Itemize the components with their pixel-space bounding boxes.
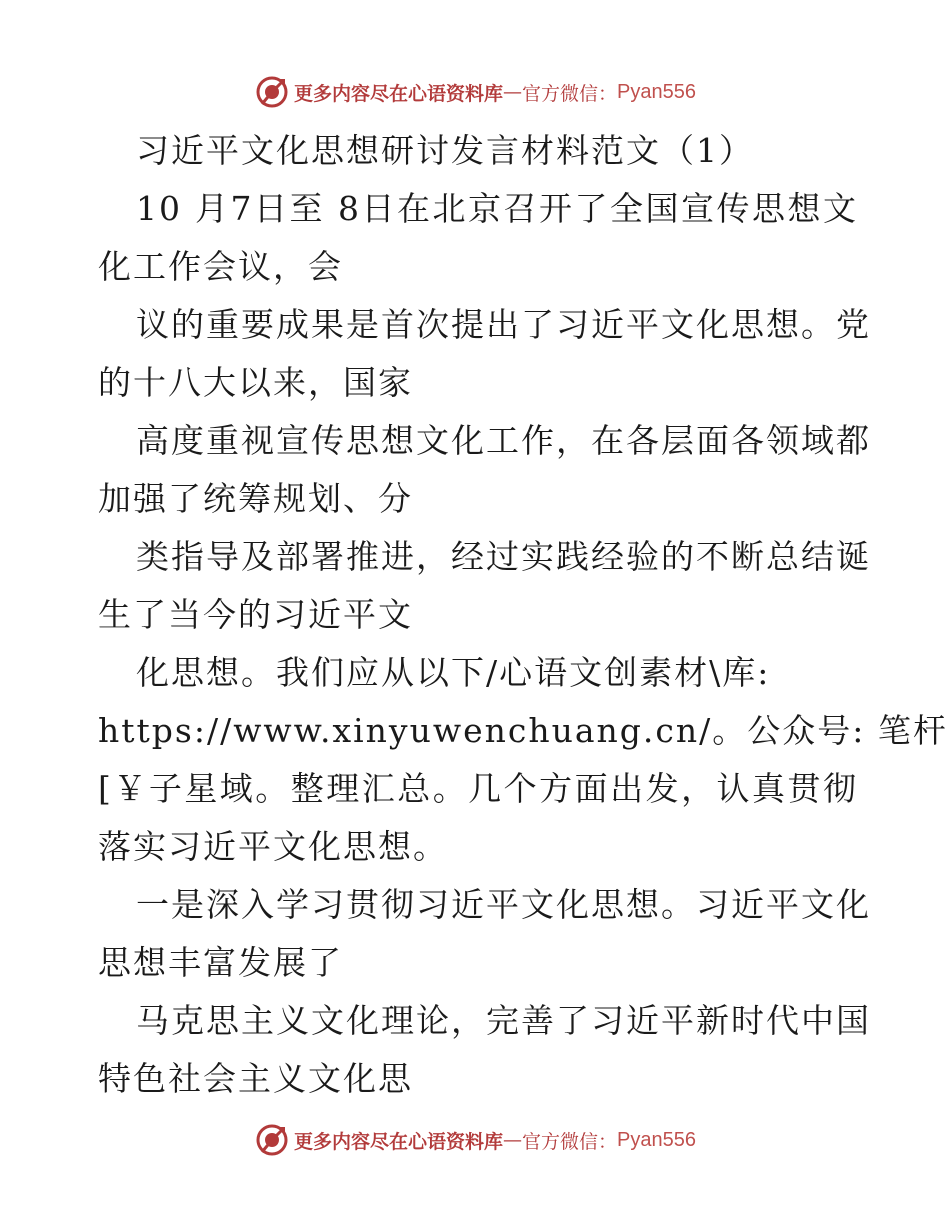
footer-banner [0, 1120, 950, 1160]
doc-line: 10 月7日至 8日在北京召开了全国宣传思想文 [136, 189, 858, 228]
doc-line: 化思想。我们应从以下/心语文创素材\库: [136, 653, 771, 692]
banner-main-text: 更多内容尽在心语资料库 [294, 82, 504, 105]
doc-line: 一是深入学习贯彻习近平文化思想。习近平文化 [136, 885, 871, 924]
banner-wechat-id: Pyan556 [617, 1128, 696, 1151]
doc-line: [￥子星域。整理汇总。几个方面出发，认真贯彻 [98, 769, 858, 808]
brand-logo-icon [254, 74, 290, 110]
doc-line: 思想丰富发展了 [98, 943, 343, 982]
banner-dash: — [503, 81, 523, 103]
doc-line: 生了当今的习近平文 [98, 595, 413, 634]
doc-line: 马克思主义文化理论，完善了习近平新时代中国 [136, 1001, 871, 1040]
doc-line-url: https://www.xinyuwenchuang.cn/。公众号: 笔杆 [98, 711, 948, 750]
doc-line: 议的重要成果是首次提出了习近平文化思想。党 [136, 305, 871, 344]
brand-logo-icon [254, 1122, 290, 1158]
document-body [98, 122, 948, 1108]
doc-line: 化工作会议，会 [98, 247, 343, 286]
doc-title: 习近平文化思想研讨发言材料范文（1） [136, 131, 754, 170]
banner-main-text: 更多内容尽在心语资料库 [294, 1130, 504, 1153]
doc-line: 类指导及部署推进，经过实践经验的不断总结诞 [136, 537, 871, 576]
banner-wechat-id: Pyan556 [617, 80, 696, 103]
doc-line: 的十八大以来，国家 [98, 363, 413, 402]
banner-dash: — [503, 1129, 523, 1151]
doc-line: 落实习近平文化思想。 [98, 827, 448, 866]
doc-line: 特色社会主义文化思 [98, 1059, 413, 1098]
header-banner [0, 72, 950, 112]
banner-label: 官方微信： [522, 1130, 618, 1153]
banner-label: 官方微信： [522, 82, 618, 105]
doc-line: 高度重视宣传思想文化工作，在各层面各领域都 [136, 421, 871, 460]
doc-line: 加强了统筹规划、分 [98, 479, 413, 518]
